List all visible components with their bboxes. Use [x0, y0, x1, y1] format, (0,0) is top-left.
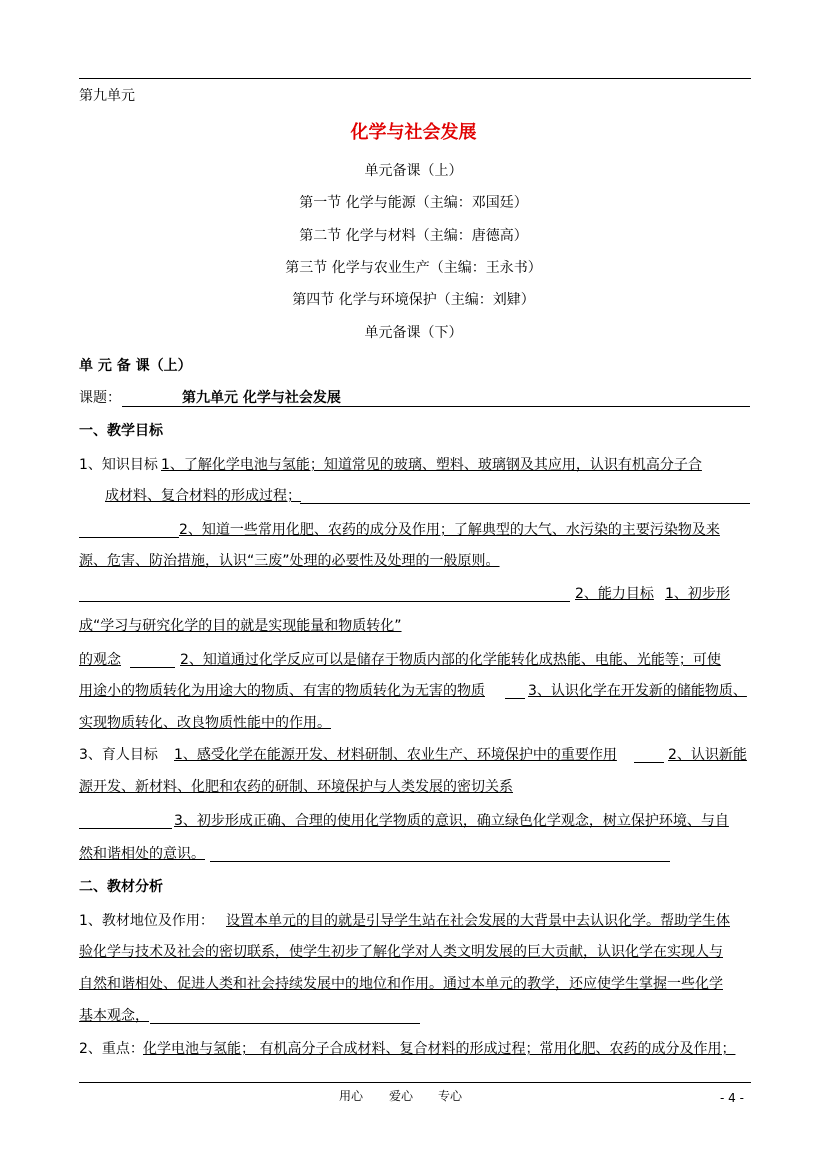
footer-motto: 专心: [438, 1089, 463, 1103]
ability-goal-text: 用途小的物质转化为用途大的物质、有害的物质转化为无害的物质: [79, 683, 485, 699]
page-title: 化学与社会发展: [350, 122, 477, 143]
blank-underline: [79, 601, 570, 602]
analysis-text: 验化学与技术及社会的密切联系，使学生初步了解化学对人类文明发展的巨大贡献，认识化学在实现人与: [79, 944, 723, 960]
analysis-text: 基本观念，: [79, 1008, 149, 1024]
toc-item: 单元备课（上）: [364, 163, 463, 179]
analysis-label: 1、教材地位及作用：: [79, 913, 214, 929]
analysis-text: 设置本单元的目的就是引导学生站在社会发展的大背景中去认识化学。帮助学生体: [226, 913, 730, 929]
footer-motto: 用心: [339, 1089, 364, 1103]
blank-underline: [79, 537, 179, 538]
topic-value: 第九单元 化学与社会发展: [182, 390, 341, 406]
unit-label: 第九单元: [79, 88, 135, 104]
ability-goal-label: 2、能力目标: [575, 586, 654, 602]
section-heading: 单 元 备 课（上）: [79, 358, 192, 374]
knowledge-goal-text: 成材料、复合材料的形成过程；: [105, 488, 301, 504]
goals-heading: 一、教学目标: [79, 423, 163, 439]
ability-goal-text: 成“学习与研究化学的目的就是实现能量和物质转化”: [79, 618, 402, 634]
toc-item: 第一节 化学与能源（主编：邓国廷）: [299, 195, 528, 211]
toc-item: 单元备课（下）: [364, 325, 463, 341]
ability-goal-text: 1、初步形: [665, 586, 730, 602]
ability-goal-text: 2、知道通过化学反应可以是储存于物质内部的化学能转化成热能、电能、光能等；可使: [180, 652, 721, 668]
blank-underline: [130, 667, 175, 668]
toc-item: 第四节 化学与环境保护（主编：刘肄）: [292, 292, 535, 308]
key-points-label: 2、重点：: [79, 1041, 144, 1057]
key-points-text: 化学电池与氢能； 有机高分子合成材料、复合材料的形成过程；常用化肥、农药的成分及作用；: [143, 1041, 736, 1057]
education-goal-text: 然和谐相处的意识。: [79, 846, 205, 862]
blank-underline: [150, 1023, 420, 1024]
analysis-text: 自然和谐相处、促进人类和社会持续发展中的地位和作用。通过本单元的教学，还应使学生掌握一些化学: [79, 976, 723, 992]
education-goal-text: 3、初步形成正确、合理的使用化学物质的意识，确立绿色化学观念，树立保护环境、与自: [174, 813, 729, 829]
analysis-heading: 二、教材分析: [79, 879, 163, 895]
blank-underline: [505, 698, 525, 699]
blank-underline: [634, 762, 664, 763]
toc-item: 第三节 化学与农业生产（主编：王永书）: [285, 260, 542, 276]
knowledge-goal-label: 1、知识目标: [79, 457, 158, 473]
page-number: - 4 -: [720, 1091, 744, 1105]
blank-underline: [210, 861, 670, 862]
toc-item: 第二节 化学与材料（主编：唐德高）: [299, 228, 528, 244]
footer-rule: [79, 1082, 751, 1083]
knowledge-goal-text: 1、了解化学电池与氢能；知道常见的玻璃、塑料、玻璃钢及其应用，认识有机高分子合: [161, 457, 702, 473]
footer-motto: 爱心: [389, 1089, 414, 1103]
education-goal-text: 1、感受化学在能源开发、材料研制、农业生产、环境保护中的重要作用: [174, 747, 617, 763]
education-goal-text: 2、认识新能: [668, 747, 747, 763]
ability-goal-text: 的观念: [79, 652, 121, 668]
education-goal-label: 3、育人目标: [79, 747, 158, 763]
blank-underline: [300, 503, 750, 504]
ability-goal-text: 3、认识化学在开发新的储能物质、: [528, 683, 747, 699]
education-goal-text: 源开发、新材料、化肥和农药的研制、环境保护与人类发展的密切关系: [79, 779, 513, 795]
topic-label: 课题：: [79, 390, 121, 406]
ability-goal-text: 实现物质转化、改良物质性能中的作用。: [79, 715, 331, 731]
knowledge-goal-text: 2、知道一些常用化肥、农药的成分及作用；了解典型的大气、水污染的主要污染物及来: [179, 522, 720, 538]
knowledge-goal-text: 源、危害、防治措施，认识“三废”处理的必要性及处理的一般原则。: [79, 553, 500, 569]
blank-underline: [79, 828, 172, 829]
topic-underline: [122, 406, 750, 407]
header-rule: [79, 78, 751, 79]
